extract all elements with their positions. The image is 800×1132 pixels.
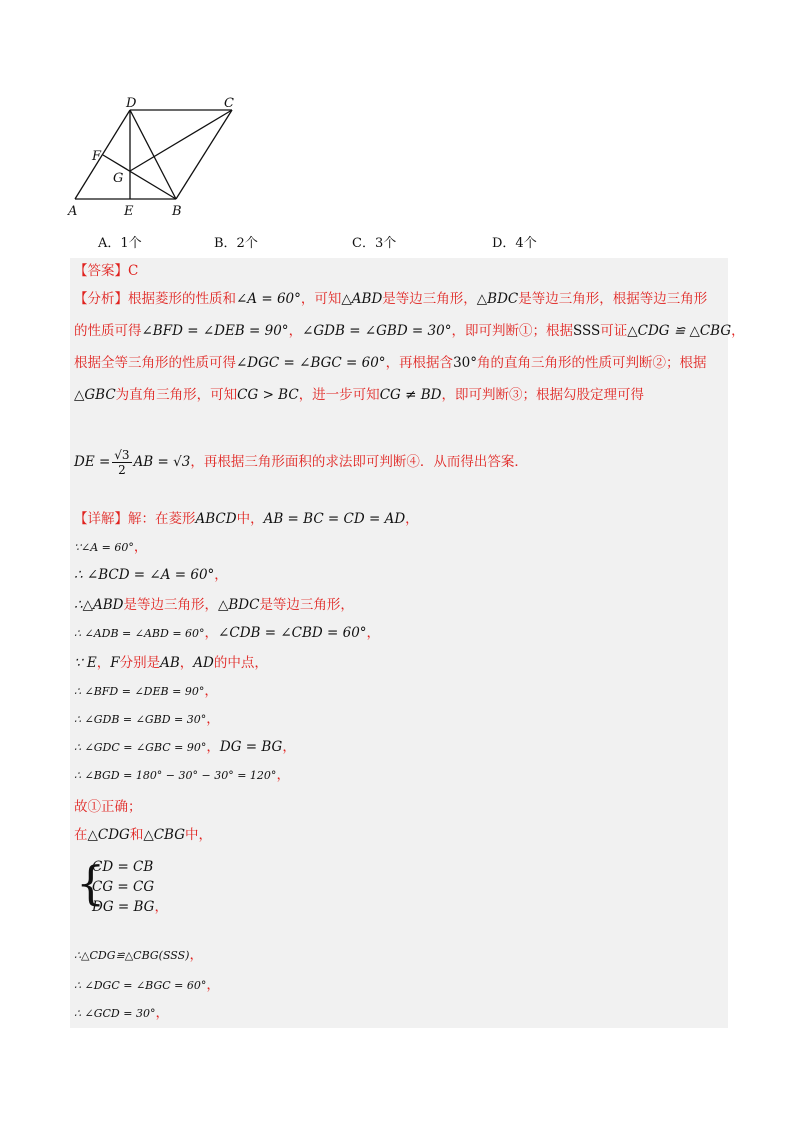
label-b: B <box>172 204 182 219</box>
math: △CDG <box>87 827 130 843</box>
text: ， <box>179 655 194 671</box>
text: ， <box>405 511 419 527</box>
analysis-line-5 <box>74 448 528 477</box>
detail-line-12 <box>74 826 212 844</box>
fraction <box>112 448 131 477</box>
text: 是等边三角形， <box>259 597 354 613</box>
math: ∵∠A = 60° <box>74 541 134 554</box>
detail-line-13 <box>74 946 203 965</box>
text: 中， <box>185 827 212 843</box>
text: ， <box>214 567 228 583</box>
math: ∴ ∠BGD = 180° − 30° − 30° = 120° <box>74 769 277 782</box>
math: ∴ ∠GDB = ∠GBD = 30° <box>74 713 207 726</box>
equation-system-brace: { <box>76 856 106 910</box>
math: ∴ ∠GDC = ∠GBC = 90° <box>74 741 207 754</box>
math: AB <box>160 655 180 671</box>
system-eq-1: CD = CB <box>92 859 154 875</box>
label-c: C <box>224 96 234 111</box>
text: ， <box>204 683 218 699</box>
math: ∴ ∠ADB = ∠ABD = 60° <box>74 627 205 640</box>
math: △CBG <box>143 827 185 843</box>
math: ∴△ABD <box>74 597 124 613</box>
math: ABCD <box>195 511 237 527</box>
text: 角的直角三角形的性质可判断②；根据 <box>477 355 707 371</box>
label-a: A <box>68 204 78 219</box>
answer-choices <box>98 232 698 252</box>
text: ， <box>206 739 220 755</box>
text: 根据全等三角形的性质可得 <box>74 355 236 371</box>
math: ∠DGC = ∠BGC = 60° <box>236 355 386 371</box>
text: ， <box>133 539 148 555</box>
system-eq-2: CG = CG <box>92 879 155 895</box>
text: ， <box>276 767 290 783</box>
text: 的中点， <box>213 655 268 671</box>
math: SSS <box>572 323 601 339</box>
math: F <box>110 655 120 671</box>
choice-a[interactable]: A．1个 <box>98 236 142 251</box>
text: 和 <box>129 827 144 843</box>
text: ， <box>155 1005 169 1021</box>
math: ∠A = 60° <box>236 291 301 307</box>
detail-line-10 <box>74 766 290 785</box>
detail-line-9 <box>74 738 296 757</box>
math: △CDG ≌ △CBG <box>627 323 732 339</box>
choice-b[interactable]: B．2个 <box>214 236 258 251</box>
answer-line <box>74 262 138 280</box>
text: ， <box>189 947 203 963</box>
math: △ABD <box>341 291 383 307</box>
text: ，进一步可知 <box>298 387 380 403</box>
math: △BDC <box>476 291 519 307</box>
math: AD <box>193 655 214 671</box>
math: DE = <box>74 454 111 470</box>
math: ∠CDB = ∠CBD = 60° <box>218 625 367 641</box>
text: 分别是 <box>119 655 161 671</box>
text: ， <box>366 625 381 641</box>
text: 是等边三角形， <box>123 597 218 613</box>
choice-d[interactable]: D．4个 <box>492 236 537 251</box>
fraction-num: √3 <box>114 448 130 462</box>
text: ，再根据三角形面积的求法即可判断④．从而得出答案． <box>190 454 528 470</box>
math: ∵ E <box>74 655 97 671</box>
math: △BDC <box>217 597 260 613</box>
detail-line-15 <box>74 1004 169 1023</box>
text: ，即可判断③；根据勾股定理可得 <box>441 387 644 403</box>
text: ，即可判断①；根据 <box>451 323 573 339</box>
text: 为直角三角形，可知 <box>115 387 238 403</box>
system-eq-3: DG = BG <box>92 899 155 915</box>
math: ∴ ∠BFD = ∠DEB = 90° <box>74 685 205 698</box>
text: ， <box>206 711 220 727</box>
detail-line-1 <box>74 510 419 528</box>
detail-line-7 <box>74 682 218 701</box>
rhombus-figure <box>66 92 256 222</box>
text: ，再根据含 <box>385 355 454 371</box>
analysis-line-2 <box>74 322 745 340</box>
solution-panel <box>70 258 728 1028</box>
math: ∠GDB = ∠GBD = 30° <box>302 323 452 339</box>
analysis-line-3 <box>74 354 707 372</box>
text: ， <box>731 323 745 339</box>
analysis-line-4 <box>74 386 644 404</box>
analysis-line-1 <box>74 290 707 308</box>
choice-c[interactable]: C．3个 <box>352 236 397 251</box>
math: ∴ ∠BCD = ∠A = 60° <box>74 567 215 583</box>
text: ， <box>282 739 296 755</box>
answer-value: C <box>128 263 139 279</box>
math: ∴ ∠DGC = ∠BGC = 60° <box>74 979 207 992</box>
math: ∴△CDG≌△CBG(SSS) <box>74 949 190 962</box>
text: 解：在菱形 <box>128 511 196 527</box>
text: ， <box>206 977 220 993</box>
answer-tag: 【答案】 <box>74 263 128 279</box>
label-g: G <box>113 171 124 186</box>
detail-line-2 <box>74 538 147 557</box>
system-eq-3-line <box>92 898 168 916</box>
detail-line-11 <box>74 798 142 816</box>
text: 在 <box>74 827 88 843</box>
text: 是等边三角形， <box>382 291 477 307</box>
math: 30° <box>453 355 477 371</box>
detail-tag: 【详解】 <box>74 511 128 527</box>
math: △GBC <box>74 387 116 403</box>
segment-bc <box>176 110 232 199</box>
fraction-den: 2 <box>118 463 126 477</box>
detail-line-8 <box>74 710 220 729</box>
label-d: D <box>126 96 137 111</box>
text: 的性质可得 <box>74 323 142 339</box>
math: CG > BC <box>237 387 299 403</box>
text: ， <box>288 323 303 339</box>
detail-line-6 <box>74 654 268 672</box>
detail-line-4 <box>74 596 354 614</box>
math: AB = √3 <box>133 454 191 470</box>
text: 可证 <box>600 323 628 339</box>
detail-line-14 <box>74 976 220 995</box>
math: ∴ ∠GCD = 30° <box>74 1007 156 1020</box>
math: CG ≠ BD <box>379 387 442 403</box>
text: ， <box>204 625 219 641</box>
label-f: F <box>92 149 102 164</box>
analysis-tag: 【分析】 <box>74 291 128 307</box>
text: 根据菱形的性质和 <box>128 291 236 307</box>
text: ， <box>96 655 111 671</box>
text: 是等边三角形，根据等边三角形 <box>518 291 708 307</box>
detail-line-3 <box>74 566 228 584</box>
text: 中， <box>236 511 264 527</box>
label-e: E <box>124 204 134 219</box>
detail-line-5 <box>74 624 380 643</box>
math: AB = BC = CD = AD <box>263 511 406 527</box>
text: 故①正确； <box>74 799 142 815</box>
text: ， <box>154 899 168 915</box>
math: DG = BG <box>219 739 283 755</box>
math: ∠BFD = ∠DEB = 90° <box>141 323 289 339</box>
text: ，可知 <box>300 291 342 307</box>
